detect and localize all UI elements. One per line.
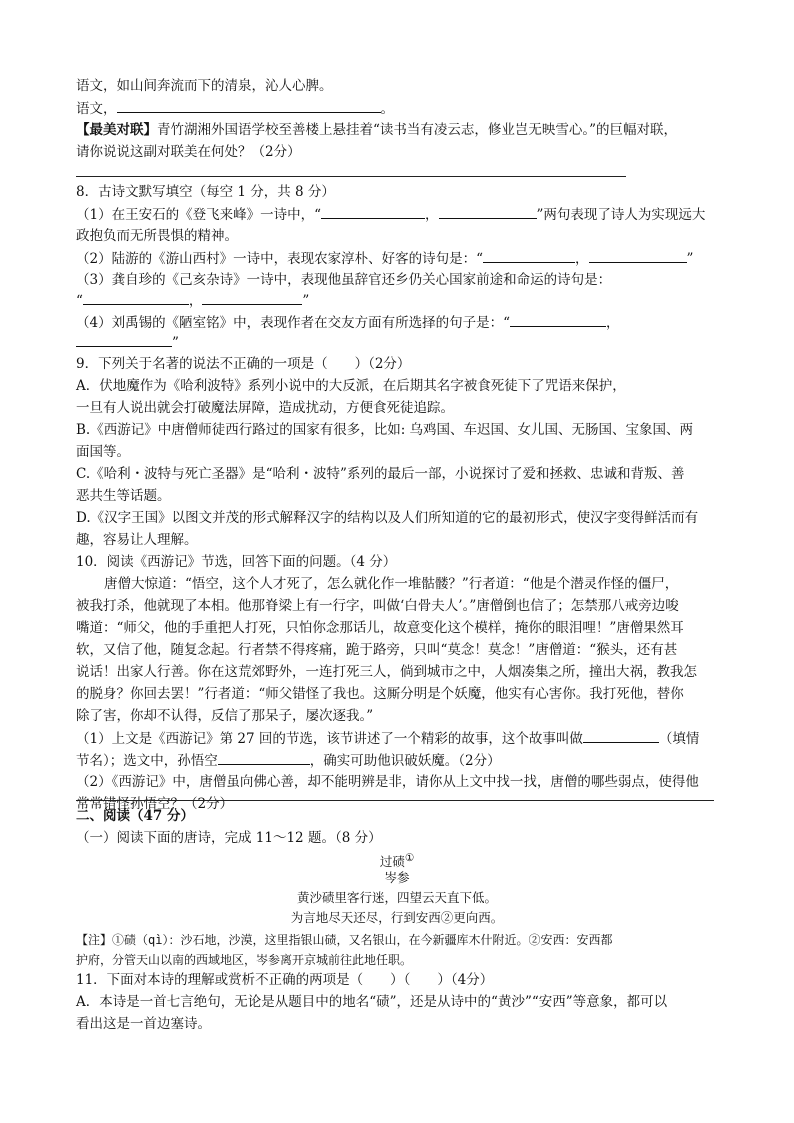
poem-author: 岑参 [384, 870, 410, 885]
answer-line[interactable] [76, 176, 626, 177]
text-line: （3）龚自珍的《己亥杂诗》一诗中，表现他虽辞官还乡仍关心国家前途和命运的诗句是： [76, 272, 612, 288]
option-c: C.《哈利・波特与死亡圣器》是“哈利・波特”系列的最后一部，小说探讨了爱和拯救、忠诚和背叛、善 [76, 466, 685, 482]
question-title: 10．阅读《西游记》节选，回答下面的问题。（4 分） [76, 554, 397, 570]
answer-blank[interactable] [510, 312, 606, 327]
question-line: （2）《西游记》中，唐僧虽向佛心善，却不能明辨是非，请你从上文中找一找，唐僧的哪些弱点，使得他 [76, 774, 699, 790]
answer-blank[interactable] [583, 728, 659, 743]
fill-line: ” [76, 332, 179, 353]
passage-line: 说话！出家人行善。你在这荒郊野外，一连打死三人，倘到城市之中，人烟凑集之所，撞出大祸，教我怎 [76, 664, 697, 680]
passage-line: 软，又信了他，随复念起。行者禁不得疼痛，跪于路旁，只叫“莫念！莫念！”唐僧道：“猴头，还有甚 [76, 642, 678, 658]
section-title: 二、阅读（47 分） [76, 808, 194, 824]
option-d: D.《汉字王国》以图文并茂的形式解释汉字的结构以及人们所知道的它的最初形式，使汉字变得鲜活而有 [76, 510, 699, 526]
fill-line: 语文， 。 [76, 98, 394, 119]
option-d-cont: 趣，容易让人理解。 [76, 532, 198, 548]
question-line: 常常错怪孙悟空？（2分） [76, 796, 234, 812]
fill-line: 节名）；选文中，孙悟空 ，确实可助他识破妖魔。（2分） [76, 750, 501, 771]
question-title: 11．下面对本诗的理解或赏析不正确的两项是（ ）（ ）（4分） [76, 972, 494, 988]
passage-line: 嘴道：“师父，他的手重把人打死，只怕你念那话儿，故意变化这个模样，掩你的眼泪哩！”唐僧果然耳 [76, 620, 684, 636]
section-subtitle: （一）阅读下面的唐诗，完成 11～12 题。（8 分） [76, 830, 382, 846]
question-title: 8．古诗文默写填空（每空 1 分，共 8 分） [76, 184, 335, 200]
answer-blank[interactable] [483, 248, 575, 263]
annotation-cont: 护府，分管天山以南的西域地区，岑参离开京城前往此地任职。 [76, 953, 413, 967]
fill-line: （4）刘禹锡的《陋室铭》中，表现作者在交友方面有所选择的句子是：“ ， [76, 312, 620, 333]
fill-line: （1）上文是《西游记》第 27 回的节选，该节讲述了一个精彩的故事，这个故事叫做 （填情 [76, 728, 699, 749]
option-a: A．伏地魔作为《哈利波特》系列小说中的大反派，在后期其名字被食死徒下了咒语来保护， [76, 378, 626, 394]
poem-title: 过碛① [379, 852, 415, 870]
question-title: 9．下列关于名著的说法不正确的一项是（ ）（2分） [76, 356, 411, 372]
answer-blank[interactable] [202, 290, 302, 305]
option-a: A．本诗是一首七言绝句，无论是从题目中的地名“碛”，还是从诗中的“黄沙”“安西”等意象，都可以 [76, 994, 668, 1010]
poem-line: 黄沙碛里客行迷，四望云天直下低。 [296, 890, 497, 905]
answer-blank[interactable] [439, 204, 537, 219]
annotation: 【注】①碛（qì）：沙石地，沙漠，这里指银山碛，又名银山，在今新疆库木什附近。②安西：安西都 [76, 933, 613, 947]
option-a-cont: 看出这是一首边塞诗。 [76, 1016, 211, 1032]
answer-blank[interactable] [117, 98, 381, 113]
passage-line: 被我打杀，他就现了本相。他那脊梁上有一行字，叫做‘白骨夫人’。”唐僧倒也信了；怎禁那八戒旁边唆 [76, 598, 679, 614]
answer-blank[interactable] [76, 332, 172, 347]
option-c-cont: 恶共生等话题。 [76, 488, 171, 504]
option-b: B.《西游记》中唐僧师徒西行路过的国家有很多，比如: 乌鸡国、车迟国、女儿国、无肠国、宝象国、两 [76, 422, 694, 438]
couplet-question: 【最美对联】青竹湖湘外国语学校至善楼上悬挂着“读书当有凌云志，修业岂无映雪心。”的巨幅对联， [76, 122, 678, 138]
poem-line: 为言地尽天还尽，行到安西②更向西。 [290, 910, 504, 925]
fill-line: “ ， ” [76, 290, 309, 311]
option-a-cont: 一旦有人说出就会打破魔法屏障，造成扰动，方便食死徒追踪。 [76, 400, 454, 416]
answer-blank[interactable] [321, 204, 425, 219]
answer-blank[interactable] [218, 750, 310, 765]
answer-line[interactable] [76, 800, 714, 801]
text-line: 政抱负而无所畏惧的精神。 [76, 228, 238, 244]
fill-line: （2）陆游的《游山西村》一诗中，表现农家淳朴、好客的诗句是：“ ， ” [76, 248, 693, 269]
text-line: 语文，如山间奔流而下的清泉，沁人心脾。 [76, 78, 333, 94]
passage-line: 的脱身？你回去罢！”行者道：“师父错怪了我也。这厮分明是个妖魔，他实有心害你。我打死他，替你 [76, 686, 684, 702]
text-line: 请你说说这副对联美在何处？（2分） [76, 144, 301, 160]
answer-blank[interactable] [83, 290, 189, 305]
fill-line: （1）在王安石的《登飞来峰》一诗中，“ ， ”两句表现了诗人为实现远大 [76, 204, 705, 225]
passage-line: 除了害，你却不认得，反信了那呆子，屡次逐我。” [76, 708, 374, 724]
option-b-cont: 面国等。 [76, 444, 130, 460]
passage-line: 唐僧大惊道：“悟空，这个人才死了，怎么就化作一堆骷髅？”行者道：“他是个潜灵作怪的僵尸， [104, 576, 679, 592]
answer-blank[interactable] [589, 248, 687, 263]
